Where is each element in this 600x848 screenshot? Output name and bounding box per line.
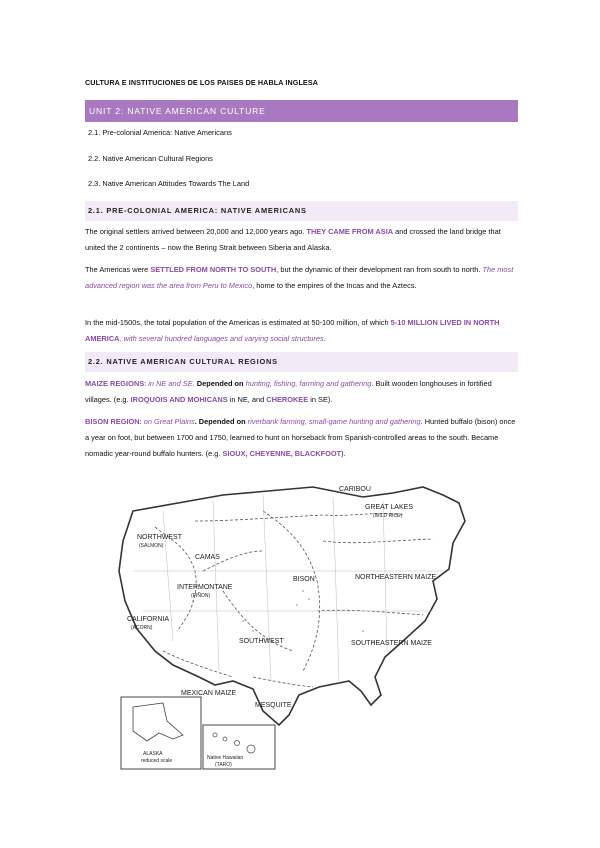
inset-label-alaska: ALASKA [143,751,163,757]
document-title: CULTURA E INSTITUCIONES DE LOS PAISES DE HABLA INGLESA [85,78,319,87]
map-label-intermontane: INTERMONTANE [177,584,233,591]
text: : [144,379,149,388]
map-region-boundaries [155,511,433,687]
map-label-southwest: SOUTHWEST [239,638,284,645]
unit-heading: UNIT 2: NATIVE AMERICAN CULTURE [85,100,518,122]
text: in NE, and [227,395,267,404]
text: in SE). [308,395,333,404]
text: The original settlers arrived between 20,000 and 12,000 years ago. [85,227,307,236]
map-label-great-lakes: GREAT LAKES [365,504,413,511]
text: , but the dynamic of their development ran from south to north. [276,265,483,274]
text: Depended on [194,379,246,388]
text: ). [341,449,346,458]
highlight-asia: THEY CAME FROM ASIA [306,227,394,236]
maize-where: in NE and SE. [148,379,195,388]
map-label-california: CALIFORNIA [127,616,170,623]
toc-item: 2.1. Pre-colonial America: Native Americans [88,128,232,137]
highlight-north-south: SETTLED FROM NORTH TO SOUTH [150,265,277,274]
emphasis-languages: , with several hundred languages and varying social structures. [119,334,326,343]
bison-activities: riverbank farming, small-game hunting and gathering [247,417,421,426]
maize-activities: hunting, fishing, farming and gathering [245,379,372,388]
cultural-regions-map [103,481,483,773]
toc-item: 2.3. Native American Attitudes Towards The Land [88,179,250,188]
paragraph-maize-regions [85,376,518,408]
text: . Hunted buffalo (bison) once a year on foot, but between 1700 and 1750, learned to hunt on horseback from Spanish-controlled areas to the south. Became nomadic year-round buffalo hunters. (e.g. [85,417,516,458]
map-label-wild-rice: (WILD RICE) [373,513,403,519]
section-heading-precolonial: 2.1. PRE-COLONIAL AMERICA: NATIVE AMERICANS [85,201,518,221]
map-label-mesquite: MESQUITE [255,702,292,709]
text: . Depended on [194,417,248,426]
tribes-ne: IROQUOIS AND MOHICANS [130,395,228,404]
emphasis-advanced-region: The most advanced region was the area from Peru to Mexico [85,265,514,290]
map-label-northeastern-maize: NORTHEASTERN MAIZE [355,574,437,581]
text: and crossed the land bridge that united the 2 continents – now the Bering Strait between Siberia and Alaska. [85,227,501,252]
paragraph-settlement [85,262,518,294]
map-label-northwest: NORTHWEST [137,534,182,541]
inset-label-reduced-scale: reduced scale [141,758,173,764]
maize-label: MAIZE REGIONS [85,379,145,388]
map-inset-alaska [121,697,201,769]
inset-label-native-hawaiian: Native Hawaiian [207,755,244,761]
map-us-outline [119,487,465,725]
text: In the mid-1500s, the total population of the Americas is estimated at 50-100 million, of which [85,318,391,327]
text: . Built wooden longhouses in fortified villages. (e.g. [85,379,492,404]
paragraph-bison-region [85,414,518,462]
text: : [139,417,144,426]
map-label-mexican-maize: MEXICAN MAIZE [181,690,237,697]
map-inset-hawaii [203,725,275,769]
toc-item: 2.2. Native American Cultural Regions [88,154,213,163]
bison-where: on Great Plains [143,417,195,426]
map-label-camas: CAMAS [195,554,220,561]
section-heading-cultural-regions: 2.2. NATIVE AMERICAN CULTURAL REGIONS [85,352,518,372]
paragraph-population [85,315,518,347]
text: The Americas were [85,265,151,274]
map-label-salmon: (SALMON) [139,543,164,549]
map-label-bison: BISON [293,576,315,583]
bison-label: BISON REGION [85,417,140,426]
highlight-north-america: 5-10 MILLION LIVED IN NORTH AMERICA [85,318,500,343]
map-texture-dots [192,590,374,642]
map-label-caribou: CARIBOU [339,486,371,493]
text: , home to the empires of the Incas and the Aztecs. [252,281,417,290]
map-label-pinon: (PIÑON) [191,593,211,599]
tribes-se: CHEROKEE [266,395,309,404]
map-label-acorn: (ACORN) [131,625,153,631]
tribes-plains: SIOUX, CHEYENNE, BLACKFOOT [222,449,342,458]
paragraph-original-settlers [85,224,518,256]
map-label-southeastern-maize: SOUTHEASTERN MAIZE [351,640,432,647]
inset-label-taro: (TARO) [215,762,232,768]
